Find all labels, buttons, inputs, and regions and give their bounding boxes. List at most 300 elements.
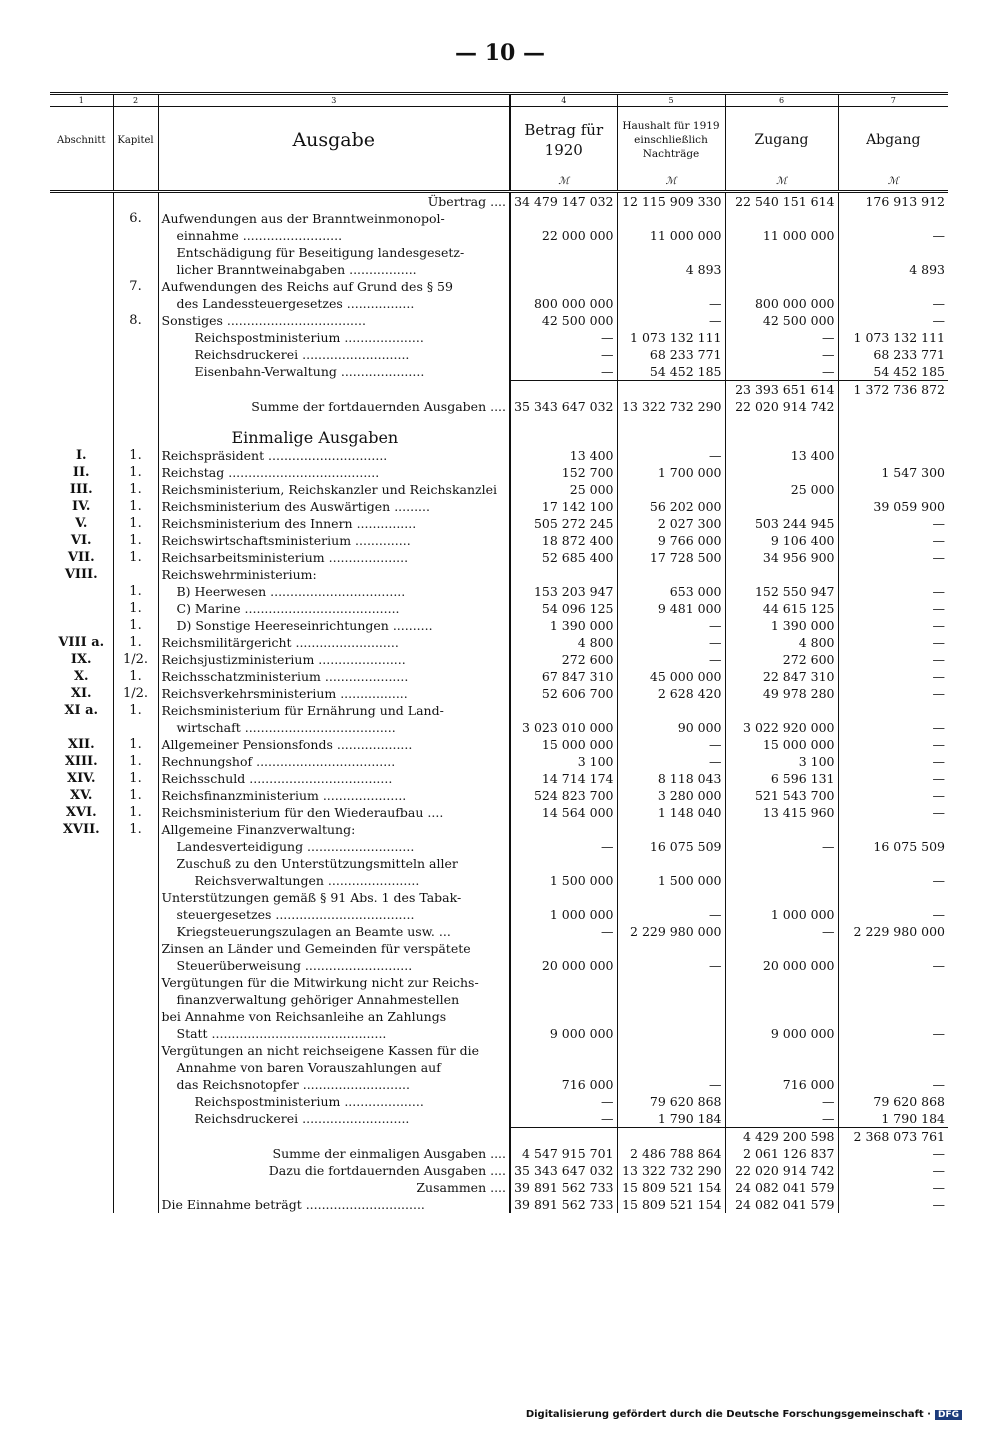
kapitel-cell	[113, 1196, 158, 1213]
haushalt-cell: 11 000 000	[617, 227, 725, 244]
abschnitt-cell	[50, 210, 113, 227]
table-row	[50, 481, 948, 498]
kapitel-cell	[113, 227, 158, 244]
abschnitt-cell	[50, 957, 113, 974]
table-row	[50, 329, 948, 346]
table-row	[50, 889, 948, 906]
betrag-cell: 9 000 000	[510, 1025, 617, 1042]
kapitel-cell: 1.	[113, 464, 158, 481]
zugang-cell: —	[725, 363, 838, 381]
abschnitt-cell	[50, 906, 113, 923]
betrag-cell: 18 872 400	[510, 532, 617, 549]
zugang-cell: 15 000 000	[725, 736, 838, 753]
haushalt-cell: —	[617, 957, 725, 974]
betrag-cell	[510, 1042, 617, 1059]
betrag-cell: 1 000 000	[510, 906, 617, 923]
haushalt-cell: —	[617, 651, 725, 668]
kapitel-cell: 1.	[113, 787, 158, 804]
betrag-cell: —	[510, 1093, 617, 1110]
description-cell: Reichsarbeitsministerium ....................	[158, 549, 510, 566]
description-cell: Reichsministerium des Auswärtigen .........	[158, 498, 510, 515]
table-row	[50, 1093, 948, 1110]
haushalt-cell: 2 027 300	[617, 515, 725, 532]
header-zugang: Zugang	[725, 107, 838, 174]
abschnitt-cell	[50, 1025, 113, 1042]
description-cell: Reichsministerium, Reichskanzler und Reichskanzlei	[158, 481, 510, 498]
zugang-cell: —	[725, 329, 838, 346]
haushalt-cell: 1 148 040	[617, 804, 725, 821]
zugang-cell: 11 000 000	[725, 227, 838, 244]
zugang-cell: 22 020 914 742	[725, 1162, 838, 1179]
abschnitt-cell: II.	[72, 465, 90, 480]
zugang-cell: 23 393 651 614	[725, 381, 838, 399]
haushalt-cell: —	[617, 736, 725, 753]
description-cell: des Landessteuergesetzes .................	[158, 295, 510, 312]
description-cell: Reichspostministerium ....................	[158, 329, 510, 346]
header-betrag: Betrag für 1920	[510, 107, 617, 174]
table-row	[50, 498, 948, 515]
header-haushalt: Haushalt für 1919 einschließlich Nachträge	[617, 107, 725, 174]
abschnitt-cell	[50, 872, 113, 889]
table-row	[50, 855, 948, 872]
haushalt-cell: —	[617, 617, 725, 634]
betrag-cell: 39 891 562 733	[510, 1179, 617, 1196]
header-abgang: Abgang	[838, 107, 948, 174]
table-body	[50, 192, 948, 1214]
description-cell: Reichswehrministerium:	[158, 566, 510, 583]
table-row	[50, 787, 948, 804]
zugang-cell: 13 415 960	[725, 804, 838, 821]
betrag-cell	[510, 244, 617, 261]
description-cell: Vergütungen an nicht reichseigene Kassen für die	[158, 1042, 510, 1059]
abgang-cell: —	[838, 227, 948, 244]
haushalt-cell	[617, 210, 725, 227]
description-cell: Reichsfinanzministerium .....................	[158, 787, 510, 804]
table-row	[50, 804, 948, 821]
abgang-cell: 1 372 736 872	[838, 381, 948, 399]
abgang-cell: —	[838, 549, 948, 566]
abgang-cell: —	[838, 651, 948, 668]
zugang-cell: 2 061 126 837	[725, 1145, 838, 1162]
haushalt-cell: 2 486 788 864	[617, 1145, 725, 1162]
haushalt-cell: —	[617, 753, 725, 770]
haushalt-cell	[617, 821, 725, 838]
table-row	[50, 532, 948, 549]
betrag-cell: 716 000	[510, 1076, 617, 1093]
description-cell: Rechnungshof ...................................	[158, 753, 510, 770]
abgang-cell	[838, 398, 948, 415]
betrag-cell	[510, 821, 617, 838]
zugang-cell: 716 000	[725, 1076, 838, 1093]
abgang-cell	[838, 855, 948, 872]
betrag-cell: 35 343 647 032	[510, 1162, 617, 1179]
haushalt-cell	[617, 1128, 725, 1146]
abgang-cell: 2 229 980 000	[838, 923, 948, 940]
abschnitt-cell: VII.	[67, 550, 95, 565]
haushalt-cell: —	[617, 312, 725, 329]
table-row	[50, 838, 948, 855]
haushalt-cell: —	[617, 295, 725, 312]
zugang-cell: 9 106 400	[725, 532, 838, 549]
abgang-cell: —	[838, 1196, 948, 1213]
kapitel-cell: 1.	[113, 481, 158, 498]
description-cell: Die Einnahme beträgt ..............................	[158, 1196, 510, 1213]
abschnitt-cell	[50, 600, 113, 617]
haushalt-cell: 653 000	[617, 583, 725, 600]
abgang-cell: —	[838, 668, 948, 685]
col-number: 5	[617, 94, 725, 107]
page-number: — 10 —	[455, 40, 545, 66]
abgang-cell: —	[838, 600, 948, 617]
abgang-cell	[838, 244, 948, 261]
abschnitt-cell: XII.	[67, 737, 95, 752]
zugang-cell: 1 390 000	[725, 617, 838, 634]
abgang-cell: —	[838, 1162, 948, 1179]
betrag-cell: 3 023 010 000	[510, 719, 617, 736]
description-cell: Annahme von baren Vorauszahlungen auf	[158, 1059, 510, 1076]
abgang-cell: 54 452 185	[838, 363, 948, 381]
abgang-cell: 68 233 771	[838, 346, 948, 363]
section-heading-row	[50, 415, 948, 447]
kapitel-cell: 1.	[113, 600, 158, 617]
abschnitt-cell	[50, 295, 113, 312]
haushalt-cell: 79 620 868	[617, 1093, 725, 1110]
betrag-cell: 52 606 700	[510, 685, 617, 702]
description-cell: Summe der einmaligen Ausgaben ....	[158, 1145, 510, 1162]
haushalt-cell	[617, 991, 725, 1008]
footer-credit	[526, 1409, 962, 1420]
abgang-cell	[838, 447, 948, 464]
table-row	[50, 583, 948, 600]
abschnitt-cell	[50, 1008, 113, 1025]
description-cell: Entschädigung für Beseitigung landesgesetz-	[158, 244, 510, 261]
zugang-cell: 1 000 000	[725, 906, 838, 923]
zugang-cell: 25 000	[725, 481, 838, 498]
table-row	[50, 566, 948, 583]
kapitel-cell	[113, 381, 158, 399]
kapitel-cell: 1.	[113, 821, 158, 838]
description-cell: Zinsen an Länder und Gemeinden für verspätete	[158, 940, 510, 957]
kapitel-cell: 1.	[113, 532, 158, 549]
unit-label: ℳ	[617, 173, 725, 192]
haushalt-cell: 2 628 420	[617, 685, 725, 702]
table-row	[50, 1059, 948, 1076]
zugang-cell	[725, 498, 838, 515]
betrag-cell: 42 500 000	[510, 312, 617, 329]
abgang-cell: —	[838, 1145, 948, 1162]
betrag-cell	[510, 702, 617, 719]
section-title: Einmalige Ausgaben	[231, 428, 399, 447]
table-row	[50, 719, 948, 736]
abgang-cell: —	[838, 1076, 948, 1093]
description-cell	[158, 381, 510, 399]
betrag-cell: 4 547 915 701	[510, 1145, 617, 1162]
haushalt-cell: 16 075 509	[617, 838, 725, 855]
betrag-cell: 20 000 000	[510, 957, 617, 974]
column-header-row	[50, 107, 948, 174]
haushalt-cell: 1 500 000	[617, 872, 725, 889]
kapitel-cell	[113, 872, 158, 889]
description-cell: Reichsministerium für den Wiederaufbau ....	[158, 804, 510, 821]
haushalt-cell: 54 452 185	[617, 363, 725, 381]
kapitel-cell	[113, 855, 158, 872]
zugang-cell	[725, 261, 838, 278]
description-cell: Landesverteidigung ...........................	[158, 838, 510, 855]
betrag-cell	[510, 261, 617, 278]
zugang-cell	[725, 1042, 838, 1059]
zugang-cell: 13 400	[725, 447, 838, 464]
abgang-cell	[838, 821, 948, 838]
kapitel-cell	[113, 1042, 158, 1059]
haushalt-cell: —	[617, 1076, 725, 1093]
zugang-cell	[725, 855, 838, 872]
abgang-cell: —	[838, 770, 948, 787]
description-cell: Reichspräsident ..............................	[158, 447, 510, 464]
abschnitt-cell: VI.	[70, 533, 92, 548]
kapitel-cell: 8.	[113, 312, 158, 329]
betrag-cell: —	[510, 1110, 617, 1128]
table-row	[50, 685, 948, 702]
betrag-cell: 14 564 000	[510, 804, 617, 821]
abgang-cell	[838, 481, 948, 498]
kapitel-cell	[113, 1093, 158, 1110]
zugang-cell: 9 000 000	[725, 1025, 838, 1042]
zugang-cell	[725, 210, 838, 227]
table-row	[50, 702, 948, 719]
description-cell: Eisenbahn-Verwaltung .....................	[158, 363, 510, 381]
haushalt-cell: 15 809 521 154	[617, 1179, 725, 1196]
kapitel-cell	[113, 1076, 158, 1093]
kapitel-cell	[113, 261, 158, 278]
zugang-cell	[725, 940, 838, 957]
description-cell: Reichspostministerium ....................	[158, 1093, 510, 1110]
betrag-cell: 17 142 100	[510, 498, 617, 515]
betrag-cell	[510, 210, 617, 227]
description-cell: Reichswirtschaftsministerium ..............	[158, 532, 510, 549]
abschnitt-cell: VIII.	[64, 567, 98, 582]
kapitel-cell	[113, 346, 158, 363]
betrag-cell: 34 479 147 032	[510, 192, 617, 211]
kapitel-cell	[113, 1179, 158, 1196]
table-row	[50, 192, 948, 211]
table-row	[50, 1110, 948, 1128]
description-cell: Reichsjustizministerium ......................	[158, 651, 510, 668]
kapitel-cell: 1.	[113, 736, 158, 753]
unit-label: ℳ	[838, 173, 948, 192]
abschnitt-cell	[50, 346, 113, 363]
abgang-cell: —	[838, 1179, 948, 1196]
betrag-cell: —	[510, 346, 617, 363]
abschnitt-cell: XV.	[70, 788, 93, 803]
table-row	[50, 1196, 948, 1213]
table-row	[50, 736, 948, 753]
kapitel-cell	[113, 1008, 158, 1025]
abschnitt-cell	[50, 940, 113, 957]
haushalt-cell: 68 233 771	[617, 346, 725, 363]
table-row	[50, 634, 948, 651]
table-row	[50, 515, 948, 532]
zugang-cell	[725, 872, 838, 889]
abschnitt-cell	[50, 1042, 113, 1059]
betrag-cell: 4 800	[510, 634, 617, 651]
kapitel-cell: 1.	[113, 498, 158, 515]
description-cell: Unterstützungen gemäß § 91 Abs. 1 des Tabak-	[158, 889, 510, 906]
haushalt-cell: 4 893	[617, 261, 725, 278]
zugang-cell	[725, 974, 838, 991]
abgang-cell: —	[838, 312, 948, 329]
table-row	[50, 1179, 948, 1196]
abgang-cell	[838, 702, 948, 719]
abgang-cell: 1 790 184	[838, 1110, 948, 1128]
description-cell: Reichsministerium für Ernährung und Land-	[158, 702, 510, 719]
betrag-cell	[510, 940, 617, 957]
betrag-cell: 13 400	[510, 447, 617, 464]
zugang-cell: 6 596 131	[725, 770, 838, 787]
abschnitt-cell	[50, 1093, 113, 1110]
kapitel-cell	[113, 923, 158, 940]
footer-text: Digitalisierung gefördert durch die Deutsche Forschungsgemeinschaft ·	[525, 1409, 931, 1420]
haushalt-cell: 17 728 500	[617, 549, 725, 566]
column-number-row	[50, 94, 948, 107]
abschnitt-cell	[50, 227, 113, 244]
table-row	[50, 1145, 948, 1162]
col-number: 4	[510, 94, 617, 107]
betrag-cell: —	[510, 329, 617, 346]
abschnitt-cell	[50, 1110, 113, 1128]
haushalt-cell	[617, 889, 725, 906]
kapitel-cell: 1.	[113, 447, 158, 464]
zugang-cell	[725, 889, 838, 906]
betrag-cell: 1 500 000	[510, 872, 617, 889]
kapitel-cell: 1.	[113, 515, 158, 532]
abschnitt-cell: X.	[73, 669, 89, 684]
abgang-cell: 2 368 073 761	[838, 1128, 948, 1146]
table-row	[50, 464, 948, 481]
abschnitt-cell	[50, 617, 113, 634]
abgang-cell: —	[838, 634, 948, 651]
description-cell: Vergütungen für die Mitwirkung nicht zur Reichs-	[158, 974, 510, 991]
zugang-cell: 152 550 947	[725, 583, 838, 600]
haushalt-cell: 56 202 000	[617, 498, 725, 515]
abschnitt-cell	[50, 1076, 113, 1093]
abgang-cell	[838, 1008, 948, 1025]
zugang-cell	[725, 464, 838, 481]
kapitel-cell	[113, 889, 158, 906]
header-abschnitt: Abschnitt	[57, 134, 106, 146]
zugang-cell: 24 082 041 579	[725, 1196, 838, 1213]
zugang-cell	[725, 1059, 838, 1076]
betrag-cell	[510, 974, 617, 991]
betrag-cell: 1 390 000	[510, 617, 617, 634]
kapitel-cell	[113, 1162, 158, 1179]
zugang-cell	[725, 566, 838, 583]
subtotal-row	[50, 1128, 948, 1146]
abgang-cell: —	[838, 736, 948, 753]
abgang-cell: 16 075 509	[838, 838, 948, 855]
description-cell: einnahme .........................	[158, 227, 510, 244]
betrag-cell: 35 343 647 032	[510, 398, 617, 415]
zugang-cell	[725, 278, 838, 295]
table-row	[50, 957, 948, 974]
betrag-cell	[510, 1008, 617, 1025]
haushalt-cell: 13 322 732 290	[617, 398, 725, 415]
table-row	[50, 821, 948, 838]
table-row	[50, 261, 948, 278]
haushalt-cell	[617, 1008, 725, 1025]
table-row	[50, 549, 948, 566]
description-cell: steuergesetzes ...................................	[158, 906, 510, 923]
abgang-cell: —	[838, 787, 948, 804]
abschnitt-cell	[50, 1162, 113, 1179]
col-number: 6	[725, 94, 838, 107]
table-row	[50, 346, 948, 363]
table-row	[50, 991, 948, 1008]
betrag-cell	[510, 1128, 617, 1146]
betrag-cell	[510, 991, 617, 1008]
abschnitt-cell	[50, 329, 113, 346]
abschnitt-cell: XIV.	[66, 771, 96, 786]
betrag-cell: 15 000 000	[510, 736, 617, 753]
abschnitt-cell	[50, 1145, 113, 1162]
kapitel-cell: 1/2.	[113, 651, 158, 668]
kapitel-cell	[113, 192, 158, 211]
kapitel-cell	[113, 940, 158, 957]
haushalt-cell	[617, 278, 725, 295]
table-row	[50, 295, 948, 312]
description-cell: Reichsverwaltungen .......................	[158, 872, 510, 889]
table-row	[50, 1025, 948, 1042]
table-row	[50, 1162, 948, 1179]
abgang-cell	[838, 278, 948, 295]
abgang-cell: —	[838, 906, 948, 923]
haushalt-cell: —	[617, 906, 725, 923]
kapitel-cell: 1.	[113, 668, 158, 685]
abgang-cell: —	[838, 957, 948, 974]
kapitel-cell	[113, 295, 158, 312]
col-number: 2	[113, 94, 158, 107]
description-cell: Aufwendungen aus der Branntweinmonopol-	[158, 210, 510, 227]
abgang-cell	[838, 210, 948, 227]
betrag-cell	[510, 278, 617, 295]
abschnitt-cell: XI a.	[64, 703, 99, 718]
kapitel-cell: 1.	[113, 583, 158, 600]
abschnitt-cell	[50, 1128, 113, 1146]
abschnitt-cell	[50, 261, 113, 278]
haushalt-cell	[617, 855, 725, 872]
zugang-cell	[725, 244, 838, 261]
description-cell: finanzverwaltung gehöriger Annahmestellen	[158, 991, 510, 1008]
table-row	[50, 940, 948, 957]
description-cell: Statt ............................................	[158, 1025, 510, 1042]
abschnitt-cell: V.	[75, 516, 88, 531]
description-cell: Allgemeiner Pensionsfonds ...................	[158, 736, 510, 753]
haushalt-cell: 13 322 732 290	[617, 1162, 725, 1179]
kapitel-cell: 1.	[113, 634, 158, 651]
kapitel-cell	[113, 566, 158, 583]
table-row	[50, 1042, 948, 1059]
zugang-cell: —	[725, 1093, 838, 1110]
table-row	[50, 651, 948, 668]
haushalt-cell	[617, 381, 725, 399]
abschnitt-cell: VIII a.	[58, 635, 105, 650]
zugang-cell: 34 956 900	[725, 549, 838, 566]
kapitel-cell: 1/2.	[113, 685, 158, 702]
col-number: 1	[50, 94, 113, 107]
zugang-cell: 22 847 310	[725, 668, 838, 685]
kapitel-cell	[113, 1145, 158, 1162]
kapitel-cell	[113, 1059, 158, 1076]
haushalt-cell: 1 073 132 111	[617, 329, 725, 346]
